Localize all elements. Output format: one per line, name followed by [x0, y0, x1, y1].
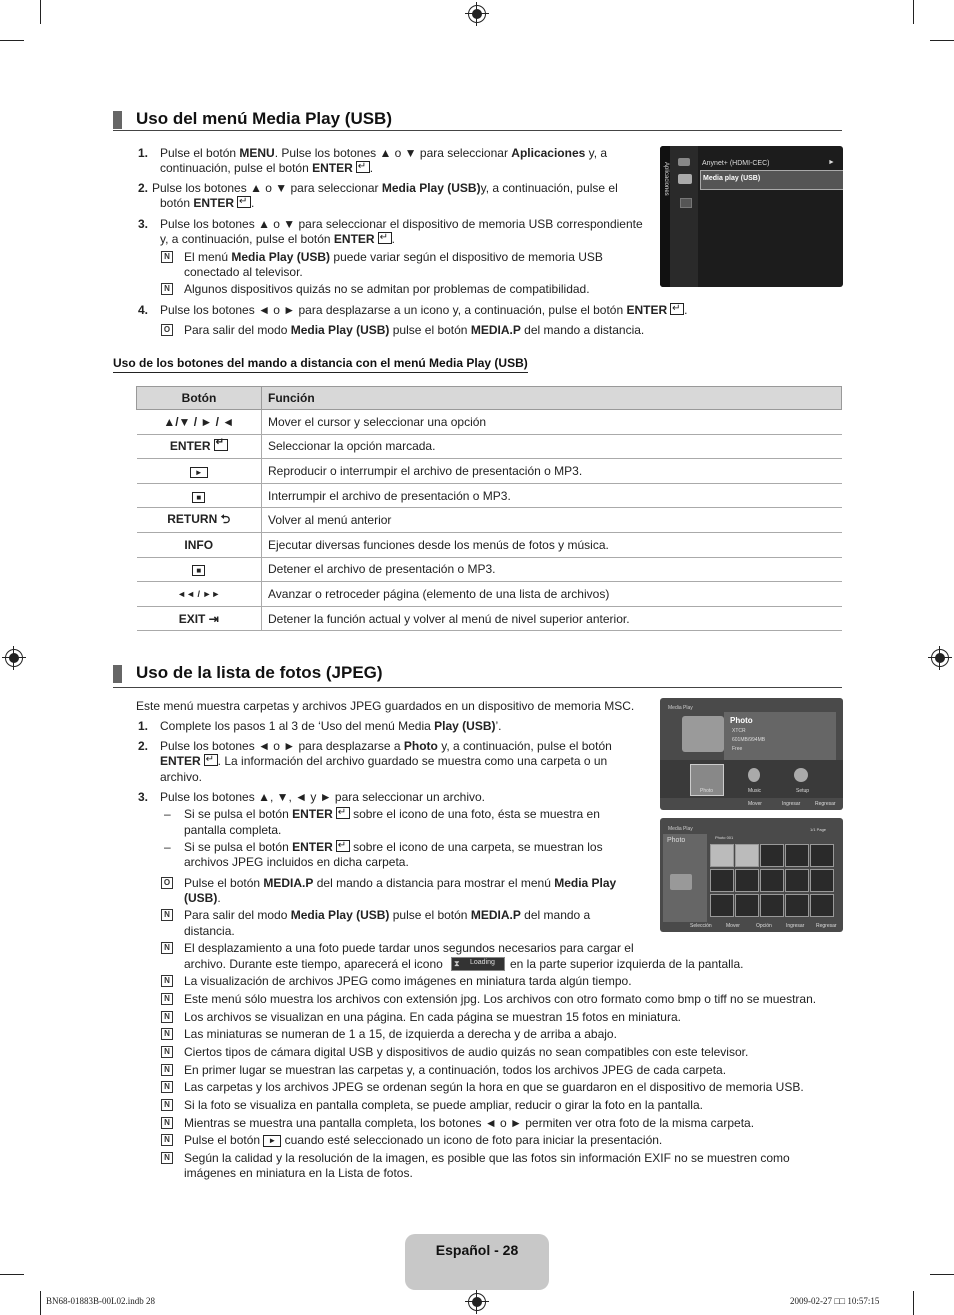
loading-icon: ⧗ Loading: [451, 957, 505, 971]
photo-thumbnail: [760, 894, 784, 917]
table-row: ► Reproducir o interrumpir el archivo de presentación o MP3.: [137, 459, 842, 484]
note-icon: N: [161, 1099, 173, 1111]
photo-thumbnail: [785, 844, 809, 867]
enter-icon: [670, 303, 684, 315]
enter-icon: [237, 196, 251, 208]
app-icon: [678, 174, 692, 184]
note-icon: N: [161, 1046, 173, 1058]
table-row: RETURN ⮌ Volver al menú anterior: [137, 508, 842, 533]
table-row: EXIT ⇥ Detener la función actual y volver al menú de nivel superior anterior.: [137, 606, 842, 631]
note-icon: N: [161, 283, 173, 295]
note-icon: N: [161, 975, 173, 987]
tv-screen-photo-list: Media Play 1/1 Page Photo Photo 001 Selección Mover Opción Ingresar Regresar: [660, 818, 843, 932]
note-icon: N: [161, 993, 173, 1005]
registration-mark-icon: [931, 649, 949, 667]
enter-icon: [214, 439, 228, 451]
section-marker: [113, 111, 122, 129]
note-icon: N: [161, 1011, 173, 1023]
play-icon: ►: [263, 1135, 281, 1147]
note-icon: N: [161, 1117, 173, 1129]
table-row: ■ Interrumpir el archivo de presentación o MP3.: [137, 483, 842, 508]
enter-icon: [336, 807, 350, 819]
crop-mark: [913, 1291, 914, 1315]
crop-mark: [0, 40, 24, 41]
table-row: INFO Ejecutar diversas funciones desde los menús de fotos y música.: [137, 532, 842, 557]
registration-mark-icon: [468, 5, 486, 23]
section-rule: [113, 130, 842, 131]
crop-mark: [40, 1291, 41, 1315]
note-icon: N: [161, 909, 173, 921]
enter-icon: [336, 840, 350, 852]
print-slug-left: BN68-01883B-00L02.indb 28: [46, 1296, 155, 1306]
photo-thumbnail: [810, 869, 834, 892]
remote-icon: O: [161, 877, 173, 889]
section-marker: [113, 665, 122, 683]
tv-screen-media-play: Media Play Photo XTCR 601MB/994MB Free Photo Music Setup Mover Ingresar Regresar: [660, 698, 843, 810]
crop-mark: [913, 0, 914, 24]
section-title: Uso de la lista de fotos (JPEG): [136, 663, 383, 682]
photo-thumbnail: [735, 894, 759, 917]
table-heading: Uso de los botones del mando a distancia con el menú Media Play (USB): [113, 356, 528, 373]
photo-thumbnail: [760, 844, 784, 867]
remote-icon: O: [161, 324, 173, 336]
note-icon: N: [161, 1028, 173, 1040]
crop-mark: [40, 0, 41, 24]
photo-thumbnail: [785, 869, 809, 892]
crop-mark: [930, 40, 954, 41]
setup-menu-icon: [794, 768, 808, 782]
page-number: Español - 28: [435, 1242, 519, 1258]
note-icon: N: [161, 1134, 173, 1146]
registration-mark-icon: [468, 1293, 486, 1311]
exit-icon: ⇥: [208, 611, 219, 626]
photo-thumbnail: [760, 869, 784, 892]
registration-mark-icon: [5, 649, 23, 667]
table-row: ENTER↵ Seleccionar la opción marcada.: [137, 434, 842, 459]
table-row: ▲/▼ / ► / ◄ Mover el cursor y seleccionar una opción: [137, 410, 842, 435]
table-row: ◄◄ / ►► Avanzar o retroceder página (elemento de una lista de archivos): [137, 582, 842, 607]
music-menu-icon: [748, 768, 760, 782]
enter-icon: [378, 232, 392, 244]
section-rule: [113, 687, 842, 688]
photo-thumbnail: [785, 894, 809, 917]
crop-mark: [0, 1274, 24, 1275]
enter-icon: [204, 754, 218, 766]
enter-icon: [356, 161, 370, 173]
note-icon: N: [161, 1064, 173, 1076]
note-icon: N: [161, 942, 173, 954]
photo-thumbnail: [735, 869, 759, 892]
remote-buttons-table: Botón Función ▲/▼ / ► / ◄ Mover el cursor y seleccionar una opción ENTER↵ Seleccionar la opción marcada. ► Reproducir o interrumpir el archivo de presentación o MP3. ■ Interrumpir el archivo de presentación o MP3. RETURN ⮌ Volver al menú anterior INFO Ejecutar diversas funciones desde los menús de fotos y música. ■ Detener el archivo de presentación o MP3. ◄◄ / ►► Avanzar o retroceder página (elemento de una lista de archivos) EXIT ⇥ Detener la función actual y volver al menú de nivel superior anterior.: [136, 386, 842, 631]
thumbnail-grid: [710, 844, 836, 918]
photo-thumbnail: [710, 894, 734, 917]
photo-thumbnail: [810, 844, 834, 867]
photo-thumbnail: [810, 894, 834, 917]
return-icon: ⮌: [220, 511, 231, 526]
photo-thumbnail: [710, 844, 734, 867]
help-icon: [680, 198, 692, 208]
photo-thumbnail: [710, 869, 734, 892]
picture-icon: [678, 158, 690, 166]
note-icon: N: [161, 251, 173, 263]
table-row: ■ Detener el archivo de presentación o MP3.: [137, 557, 842, 582]
note-icon: N: [161, 1081, 173, 1093]
note-icon: N: [161, 1152, 173, 1164]
crop-mark: [930, 1274, 954, 1275]
photo-thumbnail: [735, 844, 759, 867]
camera-icon: [682, 716, 724, 752]
camera-icon: [670, 874, 692, 890]
print-slug-right: 2009-02-27 □□ 10:57:15: [790, 1296, 880, 1306]
section-title: Uso del menú Media Play (USB): [136, 109, 392, 128]
tv-screen-applications: Aplicaciones Anynet+ (HDMI-CEC) ► Media play (USB): [660, 146, 843, 287]
